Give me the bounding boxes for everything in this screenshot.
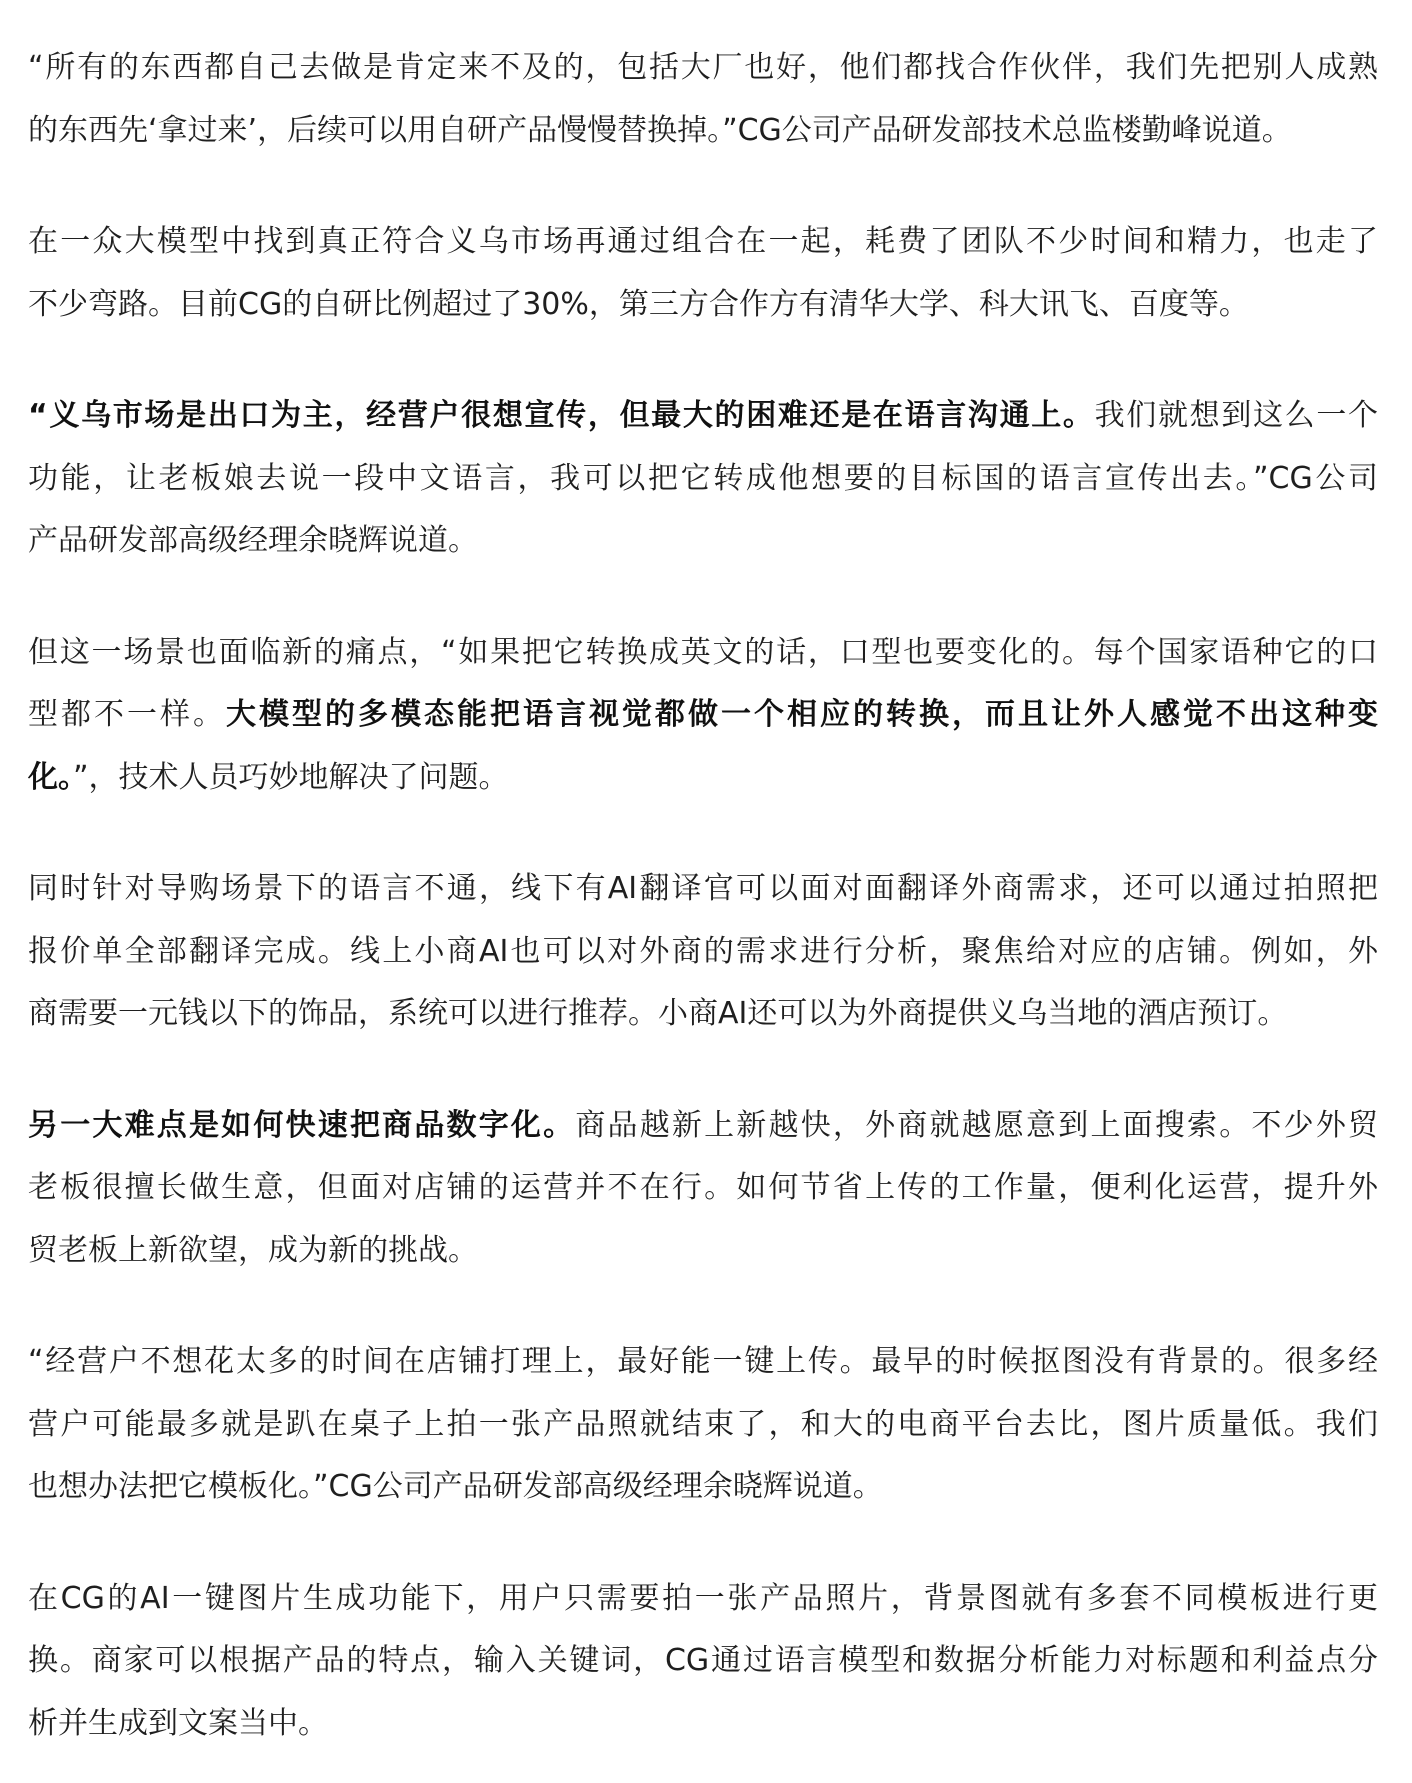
body-text: 老板很擅长做生意，但面对店铺的运营并不在行。如何节省上传的工作量，便利化运营，提升外 — [28, 1170, 1378, 1205]
text-line — [28, 1095, 1378, 1158]
text-line — [28, 1220, 1378, 1283]
text-line — [28, 100, 1378, 163]
body-text: 不少弯路。目前CG的自研比例超过了30%，第三方合作方有清华大学、科大讯飞、百度等。 — [28, 286, 1249, 322]
body-text: 商品越新上新越快，外商就越愿意到上面搜索。不少外贸 — [575, 1107, 1379, 1143]
emphasized-text: “义乌市场是出口为主，经营户很想宣传，但最大的困难还是在语言沟通上。 — [28, 398, 1095, 433]
body-text: “所有的东西都自己去做是肯定来不及的，包括大厂也好，他们都找合作伙伴，我们先把别人成熟 — [28, 50, 1378, 85]
body-text: 营户可能最多就是趴在桌子上拍一张产品照就结束了，和大的电商平台去比，图片质量低。我们 — [28, 1406, 1378, 1442]
emphasized-text: 化。 — [28, 759, 73, 795]
text-line — [28, 274, 1378, 337]
paragraph — [28, 858, 1378, 1046]
body-text: 贸老板上新欲望，成为新的挑战。 — [28, 1232, 478, 1268]
text-line — [28, 1568, 1378, 1631]
text-line — [28, 921, 1378, 984]
body-text: 在CG的AI一键图片生成功能下，用户只需要拍一张产品照片，背景图就有多套不同模板进行更 — [28, 1580, 1378, 1616]
body-text: 析并生成到文案当中。 — [28, 1705, 328, 1741]
text-line — [28, 448, 1378, 511]
text-line — [28, 1331, 1378, 1394]
text-line — [28, 510, 1378, 573]
text-line — [28, 747, 1378, 810]
paragraph — [28, 1568, 1378, 1756]
body-text: 换。商家可以根据产品的特点，输入关键词，CG通过语言模型和数据分析能力对标题和利益点分 — [28, 1643, 1378, 1678]
text-line — [28, 1456, 1378, 1519]
paragraph — [28, 622, 1378, 810]
paragraph — [28, 385, 1378, 573]
paragraph — [28, 1095, 1378, 1283]
paragraph — [28, 1331, 1378, 1519]
body-text: “经营户不想花太多的时间在店铺打理上，最好能一键上传。最早的时候抠图没有背景的。很多经 — [28, 1344, 1378, 1379]
body-text: 产品研发部高级经理余晓辉说道。 — [28, 523, 478, 558]
text-line — [28, 37, 1378, 100]
text-line — [28, 1394, 1378, 1457]
body-text: 在一众大模型中找到真正符合义乌市场再通过组合在一起，耗费了团队不少时间和精力，也走了 — [28, 224, 1378, 259]
text-line — [28, 211, 1378, 274]
text-line — [28, 1693, 1378, 1756]
text-line — [28, 1157, 1378, 1220]
text-line — [28, 1630, 1378, 1693]
paragraph — [28, 211, 1378, 336]
emphasized-text: 另一大难点是如何快速把商品数字化。 — [28, 1107, 576, 1143]
body-text: 功能，让老板娘去说一段中文语言，我可以把它转成他想要的目标国的语言宣传出去。”CG公司 — [28, 460, 1378, 496]
body-text: 我们就想到这么一个 — [1094, 398, 1379, 433]
paragraph — [28, 37, 1378, 162]
body-text: 商需要一元钱以下的饰品，系统可以进行推荐。小商AI还可以为外商提供义乌当地的酒店预订。 — [28, 996, 1288, 1031]
text-line — [28, 684, 1378, 747]
text-line — [28, 858, 1378, 921]
body-text: 型都不一样。 — [28, 697, 226, 732]
body-text: 但这一场景也面临新的痛点，“如果把它转换成英文的话，口型也要变化的。每个国家语种它的口 — [28, 634, 1378, 670]
text-line — [28, 385, 1378, 448]
body-text: 的东西先‘拿过来’，后续可以用自研产品慢慢替换掉。”CG公司产品研发部技术总监楼勤峰说道。 — [28, 112, 1292, 148]
article-body — [28, 37, 1378, 1755]
text-line — [28, 622, 1378, 685]
body-text: 报价单全部翻译完成。线上小商AI也可以对外商的需求进行分析，聚焦给对应的店铺。例如，外 — [28, 933, 1378, 969]
body-text: 同时针对导购场景下的语言不通，线下有AI翻译官可以面对面翻译外商需求，还可以通过拍照把 — [28, 871, 1378, 906]
body-text: ”，技术人员巧妙地解决了问题。 — [73, 759, 509, 795]
text-line — [28, 983, 1378, 1046]
body-text: 也想办法把它模板化。”CG公司产品研发部高级经理余晓辉说道。 — [28, 1469, 883, 1504]
emphasized-text: 大模型的多模态能把语言视觉都做一个相应的转换，而且让外人感觉不出这种变 — [226, 697, 1378, 732]
